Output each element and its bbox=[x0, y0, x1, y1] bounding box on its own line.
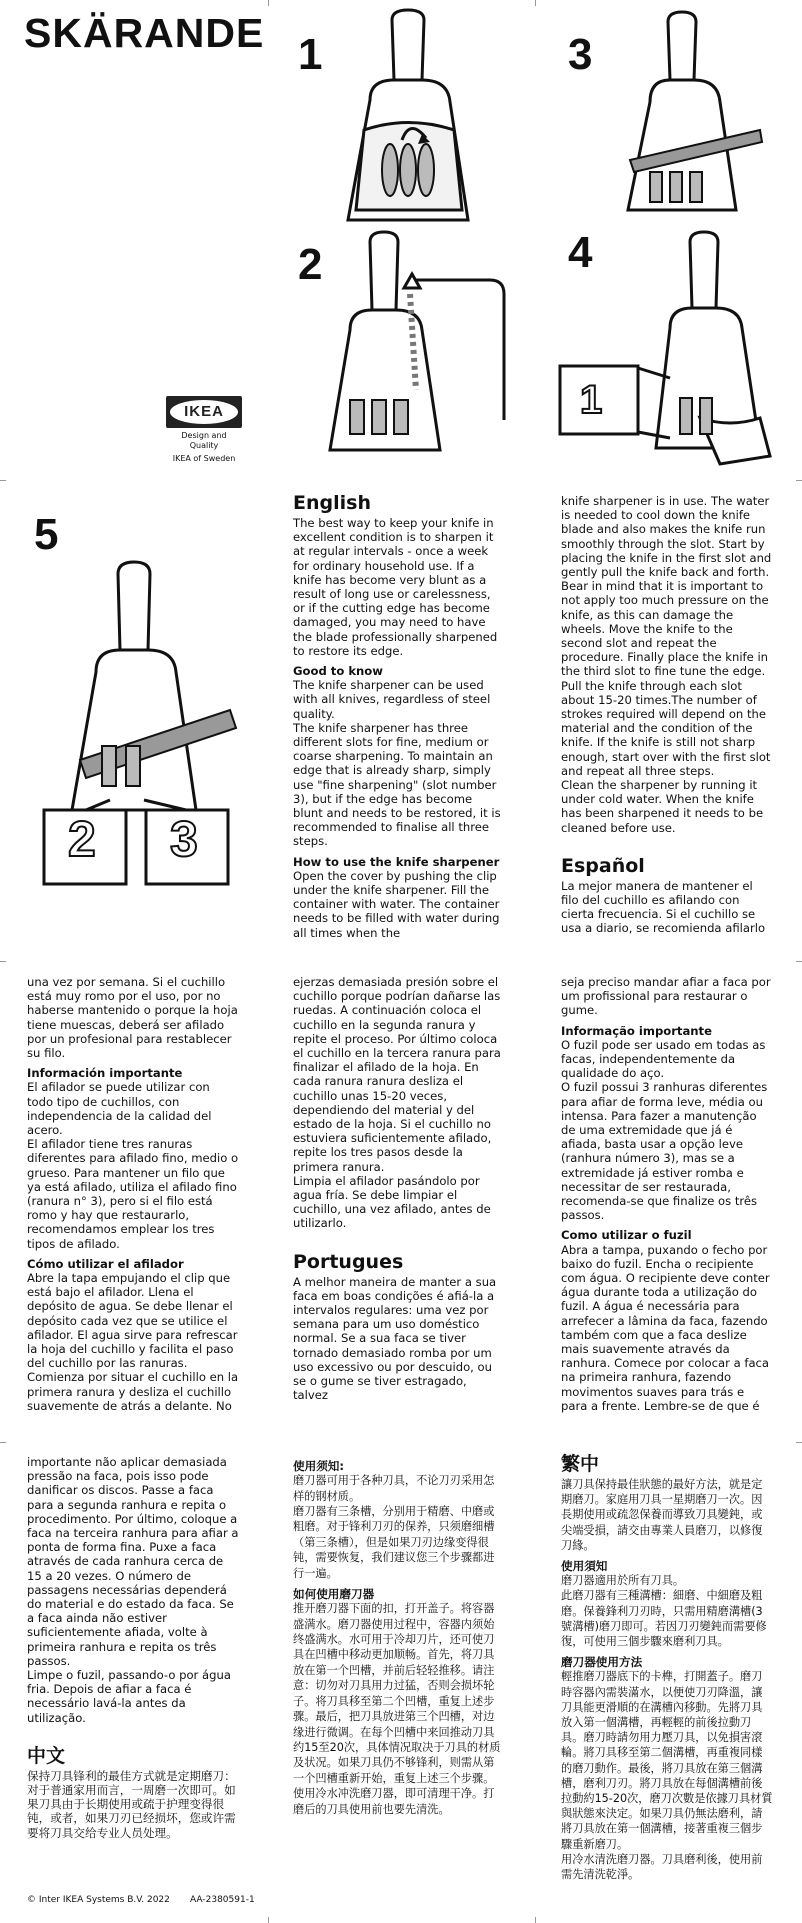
espanol-intro-b: una vez por semana. Si el cuchillo está muy romo por el uso, por no haberse mantenido o porque la hoja tiene muescas, deberá ser afilado por un profesional para restablecer su filo. bbox=[27, 975, 238, 1061]
slot-2-label: 2 bbox=[68, 811, 96, 867]
espanol-use-a: Abre la tapa empujando el clip que está bajo el afilador. Llena el depósito de agua. Se debe llenar el depósito cada vez que se utilice el afilador. El agua sirve para refrescar la hoja del cuchillo y facilita el paso del cuchillo por las ranuras. Comienza por situar el cuchillo en la primera ranura y desliza el cuchillo suavemente de atrás a delante. No bbox=[27, 1271, 239, 1413]
espanol-info-heading: Información importante bbox=[27, 1066, 183, 1081]
portugues-use-heading: Como utilizar o fuzil bbox=[561, 1228, 692, 1243]
footer-copyright: © Inter IKEA Systems B.V. 2022 bbox=[27, 1895, 170, 1905]
logo-tagline-1: Design and Quality bbox=[181, 431, 227, 450]
step-4-illustration bbox=[560, 228, 780, 478]
step-number-1: 1 bbox=[298, 30, 323, 79]
zh-t-use-heading: 磨刀器使用方法 bbox=[561, 1655, 643, 1670]
fold-mark bbox=[268, 0, 269, 6]
ikea-logo bbox=[166, 396, 242, 464]
zh-t-clean: 用冷水清洗磨刀器。刀具磨利後，使用前需先清洗乾淨。 bbox=[561, 1852, 763, 1882]
portugues-info-2: O fuzil possui 3 ranhuras diferentes para afiar de forma leve, média ou intensa. Para fazer a manutenção de uma extremidade que já é afiada, basta usar a opção leve (ranhura número 3), mas se a extremidade já estiver romba e necessitar de ser restaurada, recomenda-se que finalize os três passos. bbox=[561, 1080, 768, 1223]
portugues-clean: Limpe o fuzil, passando-o por água fria. Depois de afiar a faca é necessário lavá-la antes da utilização. bbox=[27, 1668, 231, 1725]
slot-1-label: 1 bbox=[580, 378, 603, 422]
espanol-use-heading: Cómo utilizar el afilador bbox=[27, 1256, 184, 1271]
zh-t-notice-heading: 使用須知 bbox=[561, 1559, 608, 1574]
zh-s-notice-heading: 使用须知: bbox=[293, 1459, 345, 1473]
zh-t-use: 輕推磨刀器底下的卡榫，打開蓋子。磨刀時容器內需裝滿水，以便使刀刃降溫，讓刀具能更滑順的在溝槽內移動。先將刀具放入第一個溝槽，再輕輕的前後拉動刀具。磨刀時請勿用力壓刀具，以免損害滾輪。將刀具移至第二個溝槽，再重複同樣的磨刀動作。最後，將刀具放在第三個溝槽，磨利刀刃。將刀具放在每個溝槽前後拉動約15-20次，磨刀次數是依據刀具材質與狀態來決定。如果刀具仍無法磨利，請將刀具放在第一個溝槽，接著重複三個步驟重新磨刀。 bbox=[561, 1670, 773, 1851]
espanol-clean: Limpia el afilador pasándolo por agua fría. Se debe limpiar el cuchillo, una vez afilado, antes de utilizarlo. bbox=[293, 1173, 491, 1231]
zh-s-use-heading: 如何使用磨刀器 bbox=[293, 1587, 375, 1602]
slot-3-label: 3 bbox=[170, 811, 198, 867]
english-good-heading: Good to know bbox=[293, 664, 383, 679]
footer-article-number: AA-2380591-1 bbox=[190, 1895, 255, 1905]
english-howto-b: knife sharpener is in use. The water is needed to cool down the knife blade and also makes the knife run smoothly through the slot. Start by placing the knife in the first slot and gently pull the knife back and forth. Bear in mind that it is important to not apply too much pressure on the knife, as this can damage the wheels. Move the knife to the second slot and repeat the procedure. Finally place the knife in the third slot to fine tune the edge. Pull the knife through each slot about 15-20 times.The number of strokes required will depend on the material and the condition of the knife. If the knife is still not sharp enough, start over with the first slot and repeat all three steps. bbox=[561, 494, 772, 778]
portugues-intro-a: A melhor maneira de manter a sua faca em boas condições é afiá-la a intervalos regulares: uma vez por semana para um uso doméstico normal. Se a sua faca se tiver tornado demasiado romba por um uso excessivo ou por descuido, ou se o gume se tiver estragado, talvez bbox=[293, 1274, 497, 1403]
zh-s-notice-1: 磨刀器可用于各种刀具，不论刀刃采用怎样的钢材质。 bbox=[293, 1474, 495, 1503]
step-1-illustration bbox=[330, 10, 490, 230]
zh-s-heading: 中文 bbox=[27, 1744, 66, 1767]
english-howto-heading: How to use the knife sharpener bbox=[293, 854, 500, 869]
espanol-info-2: El afilador tiene tres ranuras diferentes para afilado fino, medio o grueso. Para mantener un filo que ya está afilado, utiliza el afilado fino (ranura n° 3), pero si el filo está romo y hay que restaurarlo, recomendamos emplear los tres tipos de afilado. bbox=[27, 1137, 239, 1251]
logo-tagline-2: IKEA of Sweden bbox=[172, 454, 236, 463]
zh-s-notice-2: 磨刀器有三条槽，分别用于精磨、中磨或粗磨。对于锋利刀刃的保养，只须磨细槽（第三条槽），但是如果刀刃边缘变得很钝，需要恢复，我们建议您三个步骤都进行一遍。 bbox=[293, 1505, 495, 1580]
step-number-2: 2 bbox=[298, 240, 323, 289]
english-intro: The best way to keep your knife in excellent condition is to sharpen it at regular intervals - once a week for ordinary household use. If a knife has become very blunt as a result of long use or carelessness, or if the cutting edge has become damaged, you may need to have the blade professionally sharpened to restore its edge. bbox=[293, 516, 498, 658]
english-clean: Clean the sharpener by running it under cold water. When the knife has been sharpened it needs to be cleaned before use. bbox=[561, 778, 764, 835]
step-number-3: 3 bbox=[568, 30, 593, 79]
fold-mark bbox=[535, 0, 536, 6]
espanol-use-b: ejerzas demasiada presión sobre el cuchillo porque podrían dañarse las ruedas. A continuación coloca el cuchillo en la segunda ranura y repite el proceso. Por último coloca el cuchillo en la tercera ranura para finalizar el afilado de la hoja. En cada ranura ranura desliza el cuchillo unas 15-20 veces, dependiendo del material y del estado de la hoja. Si el cuchillo no estuviera suficientemente afilado, repite los tres pasos desde la primera ranura. bbox=[293, 975, 501, 1174]
fold-mark bbox=[0, 1442, 6, 1443]
espanol-heading: Español bbox=[561, 854, 645, 877]
english-good-1: The knife sharpener can be used with all knives, regardless of steel quality. bbox=[293, 678, 491, 721]
fold-mark bbox=[0, 480, 6, 481]
zh-s-column bbox=[293, 1453, 505, 1817]
ikea-logo-mark bbox=[166, 396, 242, 428]
logo-brand: IKEA bbox=[184, 403, 224, 420]
english-heading: English bbox=[293, 492, 371, 514]
portugues-info-heading: Informação importante bbox=[561, 1023, 712, 1038]
zh-t-heading: 繁中 bbox=[561, 1453, 600, 1475]
fold-mark bbox=[796, 480, 802, 481]
zh-t-column bbox=[561, 1453, 773, 1882]
step-number-5: 5 bbox=[34, 510, 59, 559]
portugues-use-a: Abra a tampa, puxando o fecho por baixo do fuzil. Encha o recipiente com água. O recipiente deve conter água durante toda a utilização do fuzil. A água é necessária para arrefecer a lâmina da faca, fazendo também com que a faca deslize mais suavemente através da ranhura. Comece por colocar a faca na primeira ranhura, fazendo movimentos suaves para trás e para a frente. Lembre-se de que é bbox=[561, 1242, 770, 1413]
fold-mark bbox=[535, 1917, 536, 1923]
fold-mark bbox=[796, 1442, 802, 1443]
zh-t-intro: 讓刀具保持最佳狀態的最好方法，就是定期磨刀。家庭用刀具一星期磨刀一次。因長期使用或疏忽保養而導致刀具變鈍，或尖端受損，請交由專業人員磨刀，以修復刀緣。 bbox=[561, 1478, 763, 1552]
portugues-intro-b: seja preciso mandar afiar a faca por um profissional para restaurar o gume. bbox=[561, 975, 771, 1018]
portugues-use-b: importante não aplicar demasiada pressão na faca, pois isso pode danificar os discos. Passe a faca para a segunda ranhura e repita o procedimento. Por último, coloque a faca na terceira ranhura para afiar a ponta de forma fina. Puxe a faca através de cada ranhura cerca de 15 a 20 vezes. O número de passagens necessárias dependerá do material e do estado da faca. Se a faca ainda não estiver suficientemente afiada, volte à primeira ranhura e repita os três passos. bbox=[27, 1455, 239, 1668]
page-title: SKÄRANDE bbox=[24, 10, 265, 56]
english-column-a bbox=[293, 492, 505, 940]
portugues-column-b bbox=[27, 1455, 239, 1840]
zh-s-use: 推开磨刀器下面的扣，打开盖子。将容器盛满水。磨刀器使用过程中，容器内须始终盛满水。水可用于冷却刀片，还可使刀具在凹槽中移动更加顺畅。首先，将刀具放在第一个凹槽，并前后轻轻推移。请注意：切勿对刀具用力过猛，否则会损坏轮子。将刀具移至第二个凹槽，重复上述步骤。最后，把刀具放进第三个凹槽，对边缘进行微调。在每个凹槽中来回推动刀具约15至20次，具体情况取决于刀具的材质及状况。如果刀具仍不够锋利，则需从第一个凹槽重新开始，重复上述三个步骤。 bbox=[293, 1602, 501, 1785]
step-3-illustration bbox=[620, 10, 770, 220]
zh-s-clean: 使用冷水冲洗磨刀器，即可清理干净。打磨后的刀具使用前也要先清洗。 bbox=[293, 1787, 495, 1816]
espanol-info-1: El afilador se puede utilizar con todo tipo de cuchillos, con independencia de la calidad del acero. bbox=[27, 1080, 212, 1138]
english-column-b bbox=[561, 494, 773, 936]
zh-t-notice-2: 此磨刀器有三種溝槽：細磨、中細磨及粗磨。保養鋒利刀刃時，只需用精磨溝槽(3號溝槽)磨刀即可。若因刀刃變鈍而需要修復，可使用三個步驟來磨利刀具。 bbox=[561, 1589, 767, 1649]
fold-mark bbox=[796, 961, 802, 962]
step-number-4: 4 bbox=[568, 228, 593, 277]
english-good-2: The knife sharpener has three different slots for fine, medium or coarse sharpening. To maintain an edge that is already sharp, simply use "fine sharpening" (slot number 3), but if the edge has become blunt and needs to be restored, it is recommended to finalise all three steps. bbox=[293, 720, 501, 849]
zh-t-notice-1: 磨刀器適用於所有刀具。 bbox=[561, 1574, 685, 1588]
english-howto-a: Open the cover by pushing the clip under the knife sharpener. Fill the container with water. The container needs to be filled with water during all times when the bbox=[293, 868, 500, 940]
portugues-column-a bbox=[561, 975, 773, 1413]
espanol-column-a bbox=[27, 975, 239, 1413]
portugues-heading: Portugues bbox=[293, 1250, 404, 1273]
fold-mark bbox=[0, 961, 6, 962]
portugues-info-1: O fuzil pode ser usado em todas as facas, independentemente da qualidade do aço. bbox=[561, 1037, 766, 1081]
espanol-intro-a: La mejor manera de mantener el filo del cuchillo es afilando con cierta frecuencia. Si el cuchillo se usa a diario, se recomienda afilarlo bbox=[561, 878, 766, 936]
zh-s-intro: 保持刀具锋利的最佳方式就是定期磨刀：对于普通家用而言，一周磨一次即可。如果刀具由于长期使用或疏于护理变得很钝，或者，如果刀刃已经损坏，您或许需要将刀具交给专业人员处理。 bbox=[27, 1768, 236, 1840]
fold-mark bbox=[268, 1917, 269, 1923]
step-2-illustration bbox=[320, 230, 520, 460]
espanol-column-b bbox=[293, 975, 505, 1402]
